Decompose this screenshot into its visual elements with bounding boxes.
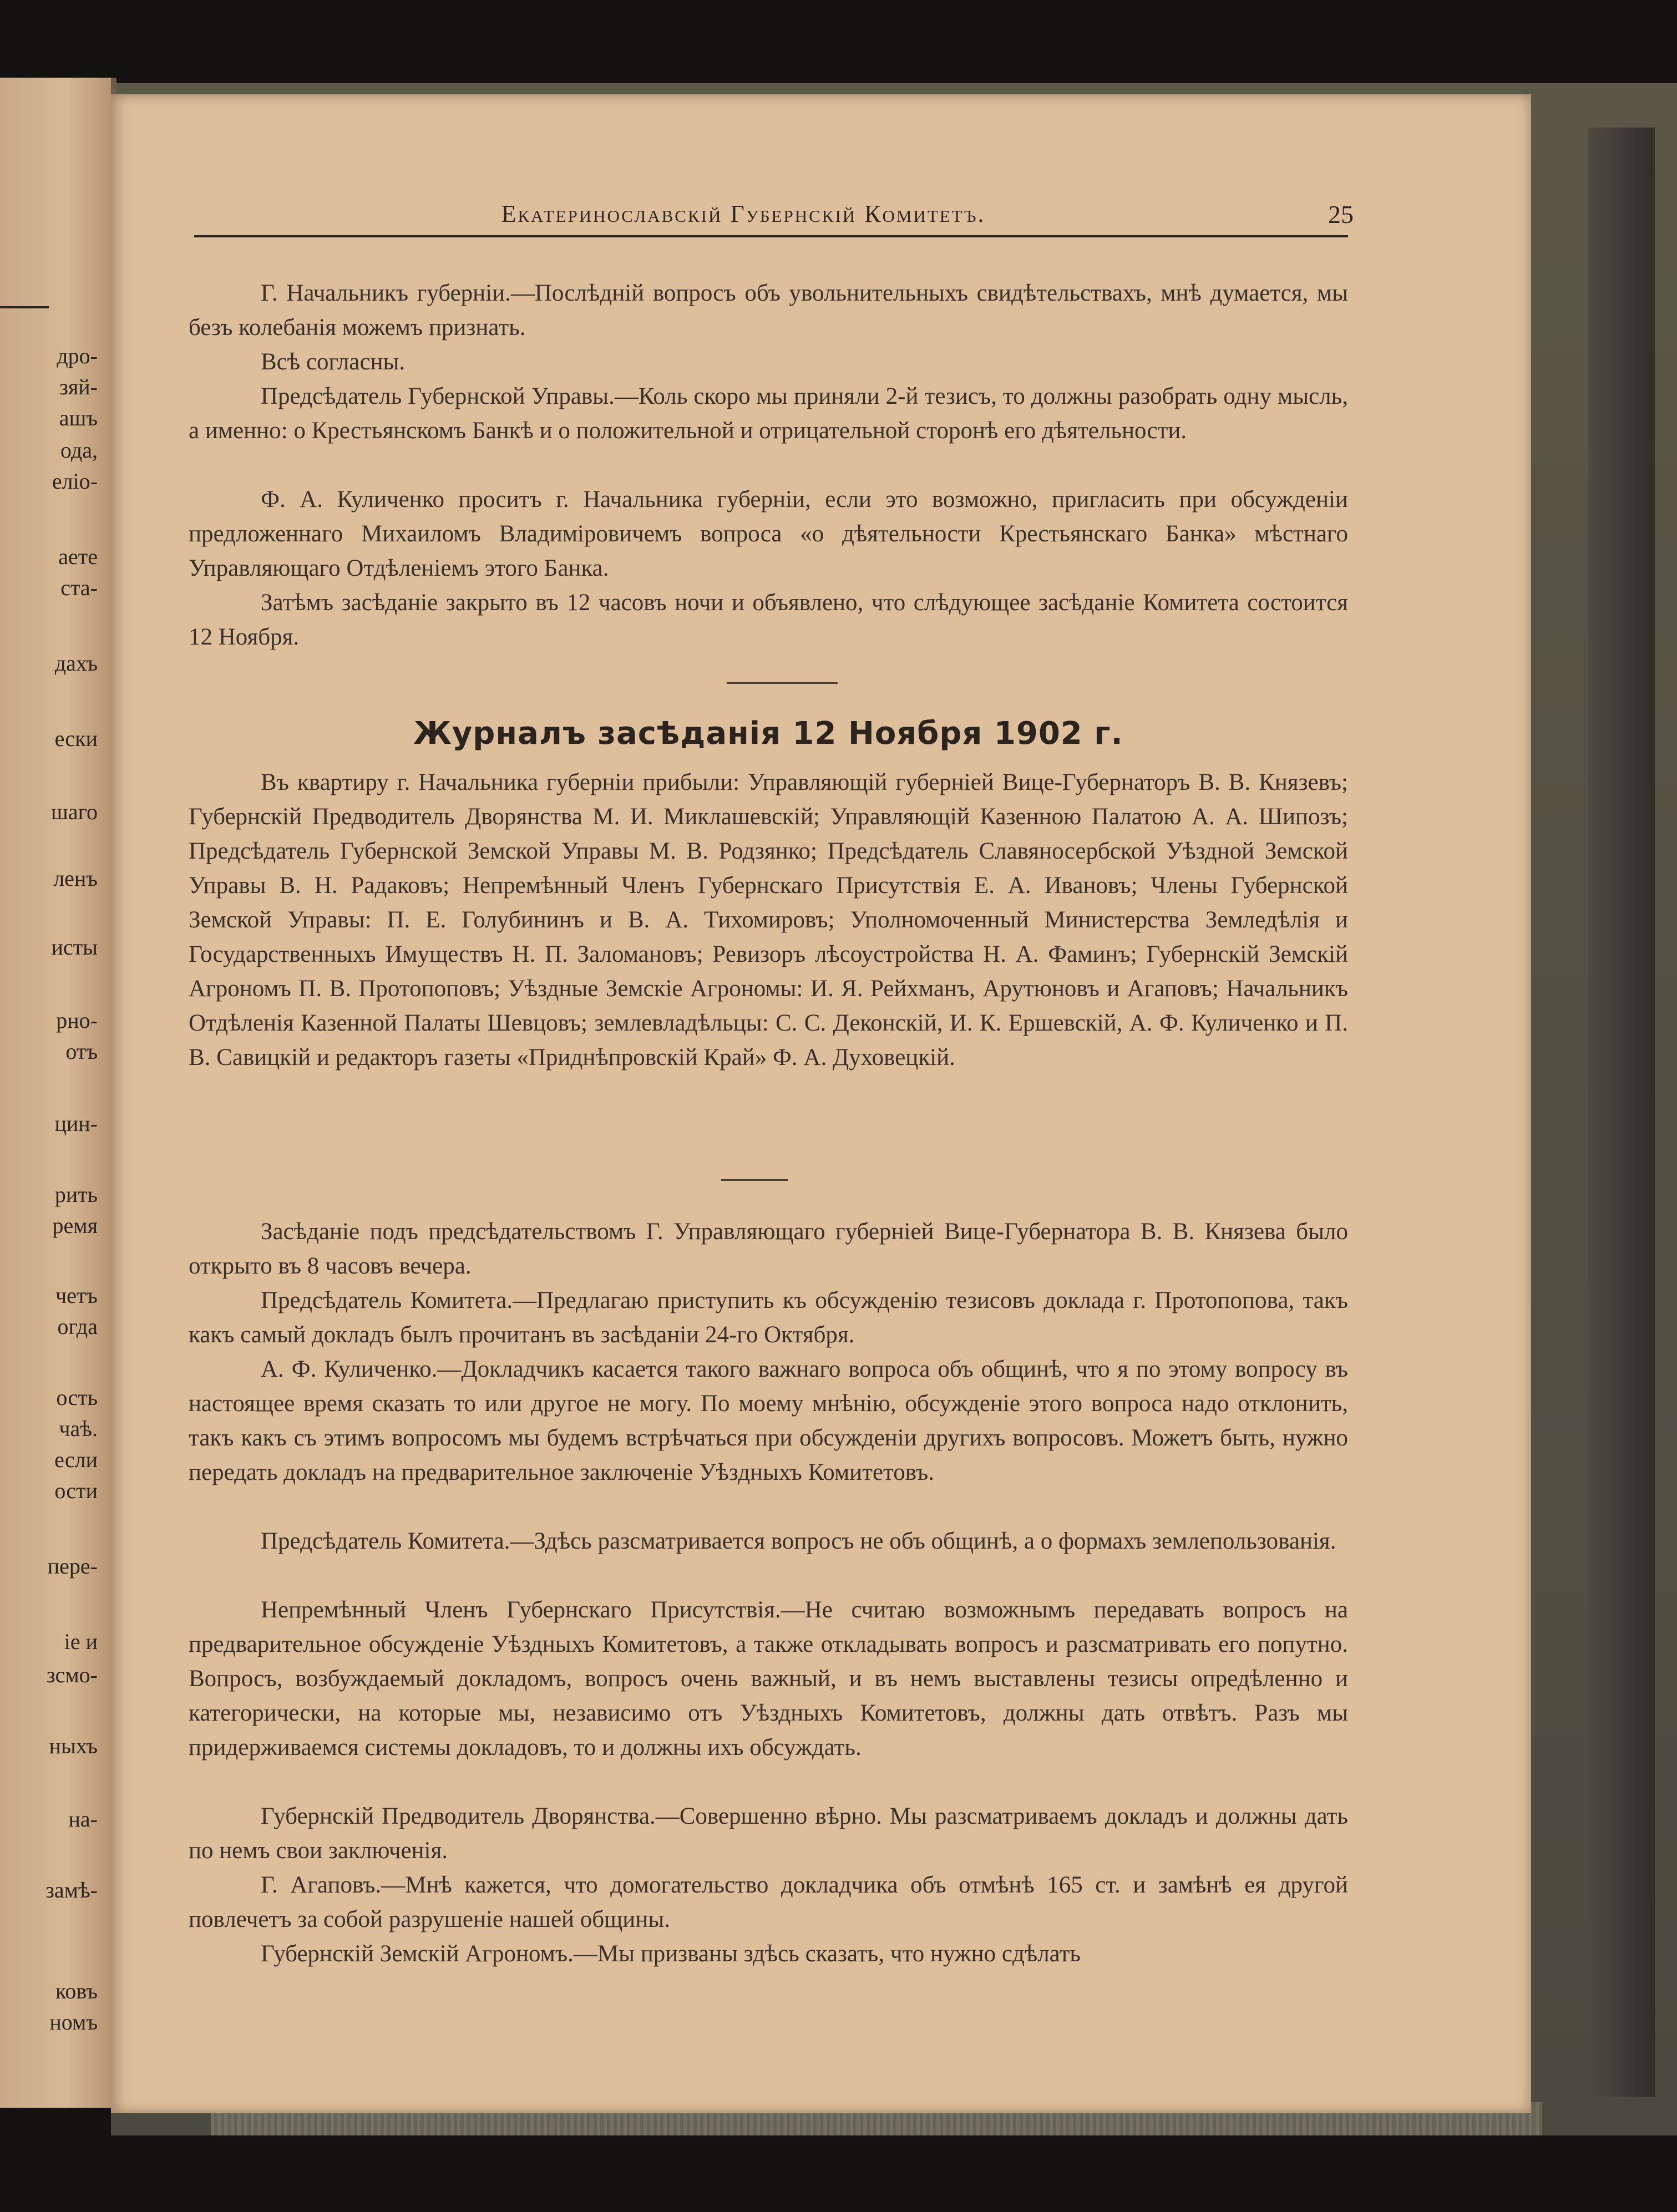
previous-page-fragment: іе и [64, 1629, 98, 1654]
previous-page-fragment: ески [54, 726, 98, 751]
paragraph: Губернскій Земскій Агрономъ.—Мы призваны здѣсь сказать, что нужно сдѣлать [261, 1941, 1081, 1967]
paragraph: Губернскій Предводитель Дворянства.—Совершенно вѣрно. Мы разсматриваемъ докладъ и должны дать по немъ свои заключенія. [189, 1803, 1348, 1864]
previous-page-fragment: номъ [49, 2010, 98, 2035]
previous-page-fragment: ковъ [55, 1978, 98, 2003]
previous-page-fragment: дахъ [54, 651, 98, 676]
previous-page-fragment: еліо- [52, 469, 98, 494]
running-head: Екатеринославскій Губернскій Комитетъ. [501, 200, 986, 227]
paragraph: Предсѣдатель Комитета.—Здѣсь разсматривается вопросъ не объ общинѣ, а о формахъ землепользованія. [261, 1528, 1336, 1554]
previous-page-fragment: четъ [55, 1283, 98, 1308]
paragraph: Предсѣдатель Комитета.—Предлагаю приступить къ обсужденію тезисовъ доклада г. Протопопова, такъ какъ самый докладъ былъ прочитанъ въ засѣданіи 24-го Октября. [189, 1287, 1348, 1348]
previous-page-fragment: ода, [60, 438, 98, 463]
attendance-paragraph: Въ квартиру г. Начальника губерніи прибыли: Управляющій губерніей Вице-Губернаторъ В. В. Князевъ; Губернскій Предводитель Дворянства М. И. Миклашевскій; Управляющій Казенною Палатою А. А. Шипозъ; Предсѣдатель Губернской Земской Управы М. В. Родзянко; Предсѣдатель Славяносербской Уѣздной Земской Управы В. Н. Радаковъ; Непремѣнный Членъ Губернскаго Присутствія Е. А. Ивановъ; Члены Губернской Земской Управы: П. Е. Голубининъ и В. А. Тихомировъ; Уполномоченный Министерства Земледѣлія и Государственныхъ Имуществъ Н. П. Заломановъ; Ревизоръ лѣсоустройства Н. А. Фаминъ; Губернскій Земскій Агрономъ П. В. Протопоповъ; Уѣздные Земскіе Агрономы: И. Я. Рейхманъ, Арутюновъ и Агаповъ; Начальникъ Отдѣленія Казенной Палаты Шевцовъ; землевладѣльцы: С. С. Деконскій, И. К. Ершевскій, А. Ф. Куличенко и П. В. Савицкій и редакторъ газеты «Приднѣпровскій Край» Ф. А. Духовецкій. [189, 769, 1348, 1071]
journal-title: Журналъ засѣданія 12 Ноября 1902 г. [413, 716, 1123, 752]
previous-page-fragment: шаго [51, 799, 98, 824]
paragraph: Г. Начальникъ губерніи.—Послѣдній вопросъ объ увольнительныхъ свидѣтельствахъ, мнѣ думается, мы безъ колебанія можемъ признать. [189, 280, 1348, 341]
paragraph: Г. Агаповъ.—Мнѣ кажется, что домогательство докладчика объ отмѣнѣ 165 ст. и замѣнѣ ея другой повлечетъ за собой разрушеніе нашей общины. [189, 1872, 1348, 1932]
previous-page-fragment: ленъ [53, 866, 98, 891]
previous-page-fragment: рно- [56, 1008, 98, 1033]
paragraph: Затѣмъ засѣданіе закрыто въ 12 часовъ ночи и объявлено, что слѣдующее засѣданіе Комитета состоится 12 Ноября. [189, 590, 1348, 650]
previous-page-fragment: если [54, 1447, 98, 1472]
previous-page-fragment: ость [56, 1385, 98, 1410]
previous-page-edge [0, 78, 116, 2108]
previous-page-fragment: ремя [52, 1213, 98, 1238]
book-board-edge [1588, 128, 1655, 2097]
previous-page-fragment: ашъ [59, 405, 98, 430]
paragraph: Всѣ согласны. [261, 349, 406, 375]
previous-page-fragment: ста- [60, 575, 98, 600]
previous-page-fragment: пере- [47, 1554, 98, 1579]
previous-page-fragment: чаѣ. [59, 1416, 98, 1441]
previous-page-fragment: цин- [54, 1111, 98, 1136]
page-number: 25 [1328, 200, 1354, 229]
previous-page-fragment: отъ [65, 1039, 98, 1064]
section-separator [721, 1179, 788, 1181]
previous-page-fragment: ныхъ [49, 1733, 98, 1758]
previous-page-fragment: рить [54, 1182, 98, 1207]
previous-page-rule [0, 306, 49, 308]
section-separator [727, 682, 838, 684]
previous-page-fragment: огда [57, 1314, 98, 1339]
header-rule [194, 235, 1348, 237]
paragraph: Засѣданіе подъ предсѣдательствомъ Г. Управляющаго губерніей Вице-Губернатора В. В. Князева было открыто въ 8 часовъ вечера. [189, 1219, 1348, 1279]
paragraph: Непремѣнный Членъ Губернскаго Присутствія.—Не считаю возможнымъ передавать вопросъ на предварительное обсужденіе Уѣздныхъ Комитетовъ, а также откладывать вопросъ и разсматривать его попутно. Вопросъ, возбуждаемый докладомъ, вопросъ очень важный, и въ немъ выставлены тезисы опредѣленно и категорически, на которые мы, независимо отъ Уѣздныхъ Комитетовъ, должны дать отвѣтъ. Разъ мы придерживаемся системы докладовъ, то и должны ихъ обсуждать. [189, 1597, 1348, 1761]
previous-page-fragment: исты [51, 935, 98, 960]
page-header [194, 200, 1354, 231]
paragraph: А. Ф. Куличенко.—Докладчикъ касается такого важнаго вопроса объ общинѣ, что я по этому вопросу въ настоящее время сказать то или другое не могу. По моему мнѣнію, обсужденіе этого вопроса надо отклонить, такъ какъ съ этимъ вопросомъ мы будемъ встрѣчаться при обсужденіи другихъ вопросовъ. Можетъ быть, нужно передать докладъ на предварительное заключеніе Уѣздныхъ Комитетовъ. [189, 1356, 1348, 1485]
previous-page-fragment: ости [54, 1478, 98, 1503]
paragraph: Ф. А. Куличенко проситъ г. Начальника губерніи, если это возможно, пригласить при обсужденіи предложеннаго Михаиломъ Владиміровичемъ вопроса «о дѣятельности Крестьянскаго Банка» мѣстнаго Управляющаго Отдѣленіемъ этого Банка. [189, 486, 1348, 581]
paragraph: Предсѣдатель Губернской Управы.—Коль скоро мы приняли 2-й тезисъ, то должны разобрать одну мысль, а именно: о Крестьянскомъ Банкѣ и о положительной и отрицательной сторонѣ его дѣятельности. [189, 383, 1348, 444]
previous-page-fragment: зсмо- [46, 1662, 98, 1687]
previous-page-fragment: зяй- [59, 374, 98, 399]
previous-page-fragment: замѣ- [45, 1878, 98, 1902]
previous-page-fragment: аете [58, 544, 98, 569]
previous-page-fragment: дро- [57, 343, 98, 368]
previous-page-fragment: на- [68, 1807, 98, 1832]
